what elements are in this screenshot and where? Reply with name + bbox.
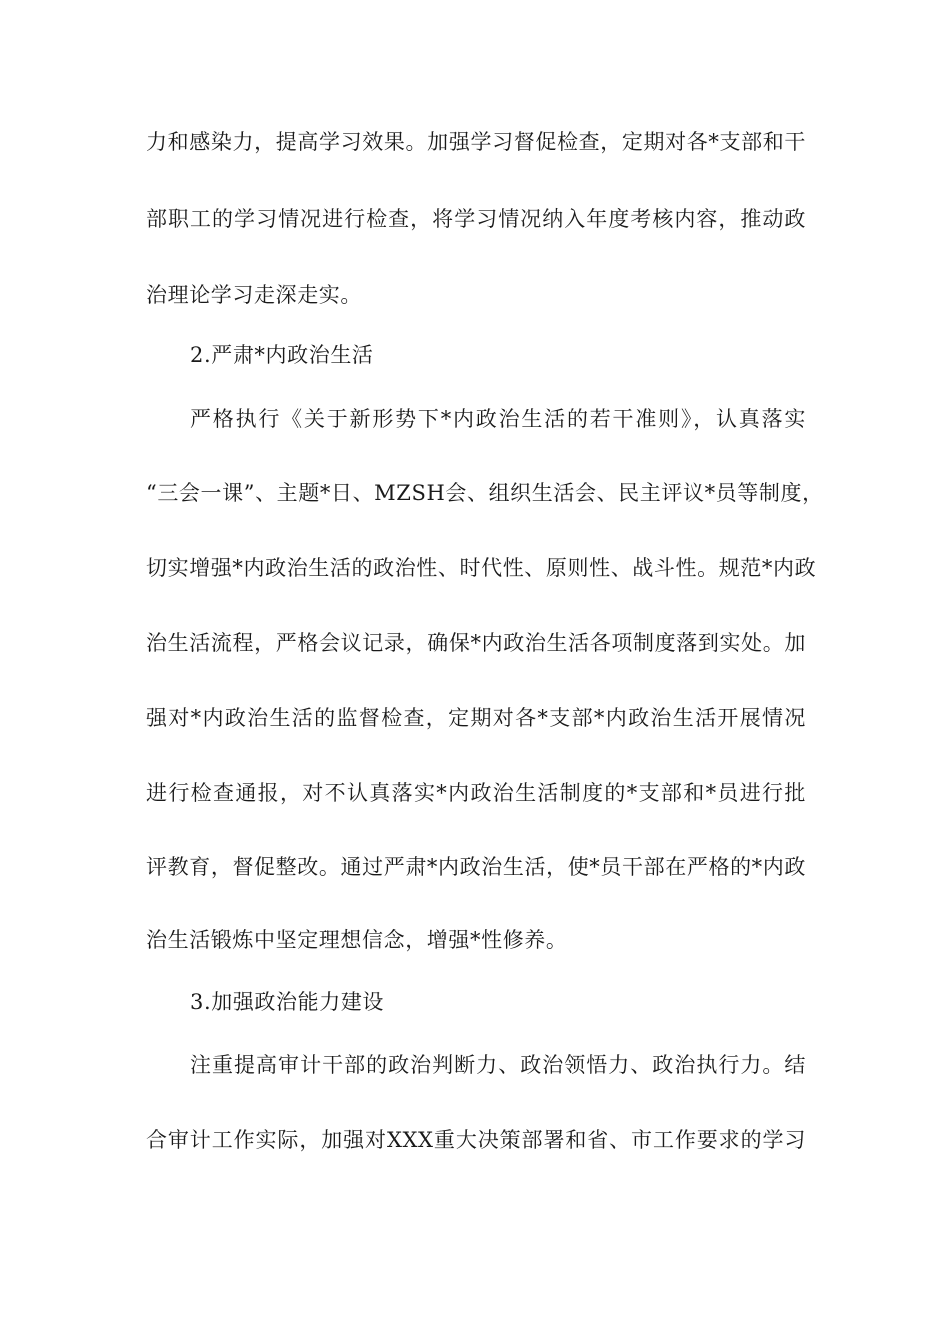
section-heading: 2.严肃*内政治生活 xyxy=(190,343,374,367)
paragraph-line: 合审计工作实际，加强对XXX重大决策部署和省、市工作要求的学习 xyxy=(146,1128,806,1152)
paragraph-line: 进行检查通报，对不认真落实*内政治生活制度的*支部和*员进行批 xyxy=(146,781,806,805)
paragraph-line: 注重提高审计干部的政治判断力、政治领悟力、政治执行力。结 xyxy=(190,1053,806,1077)
paragraph-line: 切实增强*内政治生活的政治性、时代性、原则性、战斗性。规范*内政 xyxy=(146,556,817,580)
paragraph-line: 力和感染力，提高学习效果。加强学习督促检查，定期对各*支部和干 xyxy=(146,130,806,154)
paragraph-line: 治理论学习走深走实。 xyxy=(146,283,362,307)
section-heading: 3.加强政治能力建设 xyxy=(190,990,385,1014)
paragraph-line: 治生活流程，严格会议记录，确保*内政治生活各项制度落到实处。加 xyxy=(146,631,806,655)
paragraph-line: “三会一课”、主题*日、MZSH会、组织生活会、民主评议*员等制度， xyxy=(146,481,824,505)
paragraph-line: 部职工的学习情况进行检查，将学习情况纳入年度考核内容，推动政 xyxy=(146,207,806,231)
paragraph-line: 治生活锻炼中坚定理想信念，增强*性修养。 xyxy=(146,928,568,952)
paragraph-line: 评教育，督促整改。通过严肃*内政治生活，使*员干部在严格的*内政 xyxy=(146,855,806,879)
paragraph-line: 强对*内政治生活的监督检查，定期对各*支部*内政治生活开展情况 xyxy=(146,706,806,730)
paragraph-line: 严格执行《关于新形势下*内政治生活的若干准则》，认真落实 xyxy=(190,407,806,431)
